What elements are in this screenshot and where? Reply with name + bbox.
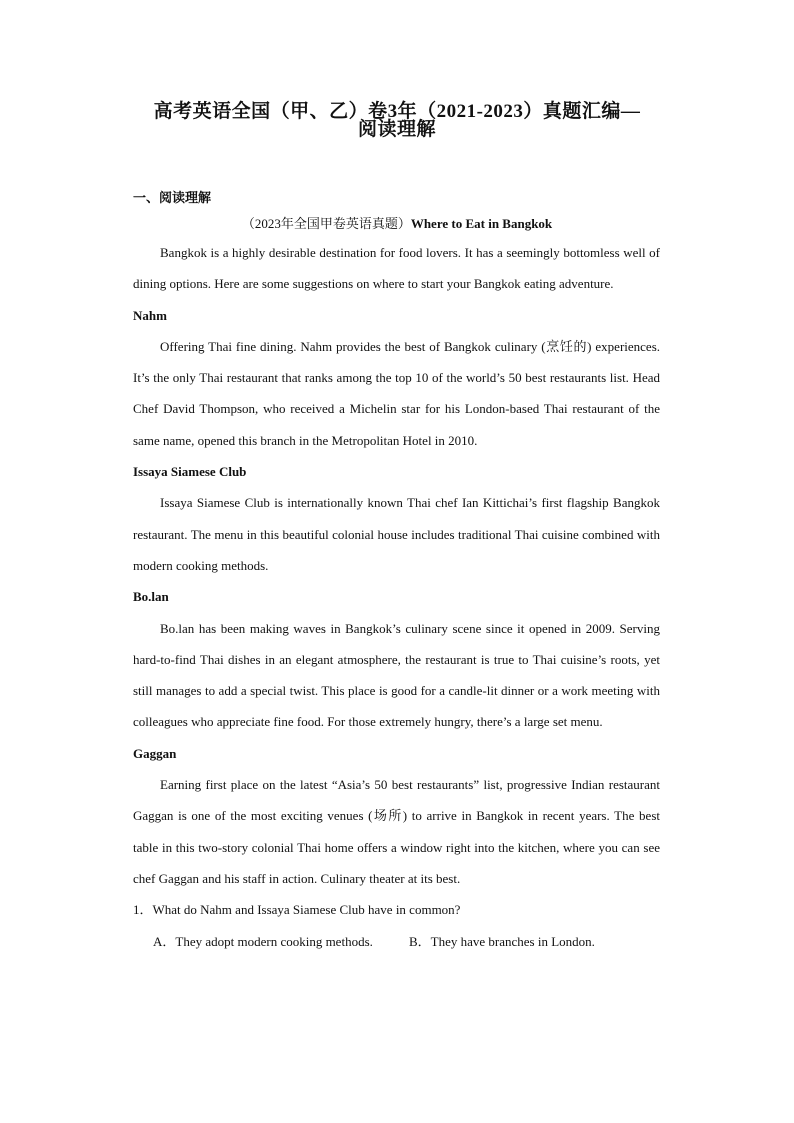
document-title-line-2: 阅读理解 [357,119,436,140]
passage-source: （2023年全国甲卷英语真题） [241,216,411,231]
passage-subtitle [0,213,794,232]
restaurant-heading-gaggan: Gaggan [133,745,177,761]
restaurant-heading-bolan: Bo.lan [133,589,169,605]
question-1-option-b: B．They have branches in London. [409,933,595,949]
passage-body [133,237,660,957]
restaurant-heading-nahm: Nahm [133,307,167,323]
restaurant-paragraph-bolan: Bo.lan has been making waves in Bangkok’s culinary scene since it opened in 2009. Serving hard-to-find Thai dishes in an elegant atmosphere, the restaurant is true to Thai cuisine’s roots, yet still manages to add a special twist. This place is good for a candle-lit dinner or a work meeting with colleagues who appreciate fine food. For those extremely hungry, there’s a large set menu. [133,620,660,730]
document-title-line-1: 高考英语全国（甲、乙）卷3年（2021-2023）真题汇编— [153,101,641,122]
intro-paragraph: Bangkok is a highly desirable destination for food lovers. It has a seemingly bottomless well of dining options. Here are some suggestions on where to start your Bangkok eating adventure. [133,245,660,292]
question-1-stem: 1．What do Nahm and Issaya Siamese Club have in common? [133,902,461,918]
section-heading: 一、阅读理解 [133,190,212,205]
restaurant-heading-issaya: Issaya Siamese Club [133,464,247,480]
passage-title: Where to Eat in Bangkok [410,216,553,231]
restaurant-paragraph-issaya: Issaya Siamese Club is internationally known Thai chef Ian Kittichai’s first flagship Bangkok restaurant. The menu in this beautiful colonial house includes traditional Thai cuisine combined with modern cooking methods. [133,495,660,573]
question-1-options [133,926,660,957]
restaurant-paragraph-nahm: Offering Thai fine dining. Nahm provides the best of Bangkok culinary (烹饪的) experiences. It’s the only Thai restaurant that ranks among the top 10 of the world’s 50 best restaurants list. Head Chef David Thompson, who received a Michelin star for his London-based Thai restaurant of the same name, opened this branch in the Metropolitan Hotel in 2010. [133,338,660,448]
question-1-option-a: A．They adopt modern cooking methods. [153,933,373,949]
restaurant-paragraph-gaggan: Earning first place on the latest “Asia’s 50 best restaurants” list, progressive Indian restaurant Gaggan is one of the most exciting venues (场所) to arrive in Bangkok in recent years. The best table in this two-story colonial Thai home offers a window right into the kitchen, where you can see chef Gaggan and his staff in action. Culinary theater at its best. [133,777,660,886]
